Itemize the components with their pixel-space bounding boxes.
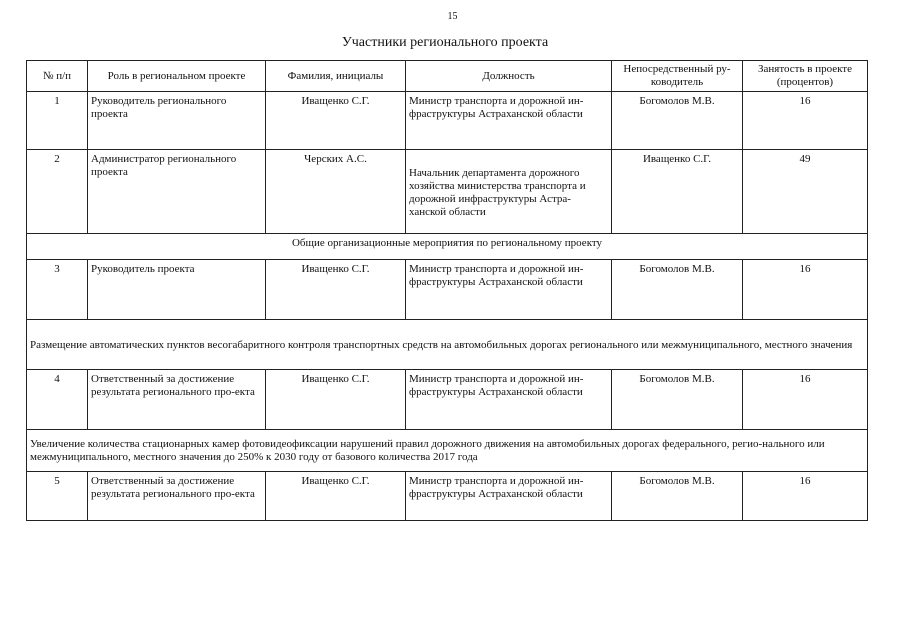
row-manager: Богомолов М.В. xyxy=(612,260,743,320)
row-manager: Иващенко С.Г. xyxy=(612,150,743,234)
participants-table xyxy=(26,60,868,521)
row-role: Администратор регионального проекта xyxy=(88,150,266,234)
row-name: Черских А.С. xyxy=(266,150,406,234)
row-position: Министр транспорта и дорожной ин-фраструктуры Астраханской области xyxy=(406,92,612,150)
document-title: Участники регионального проекта xyxy=(341,35,549,50)
row-position: Министр транспорта и дорожной ин-фраструктуры Астраханской области xyxy=(406,472,612,521)
row-role: Ответственный за достижение результата регионального про-екта xyxy=(88,370,266,430)
row-name: Иващенко С.Г. xyxy=(266,472,406,521)
row-number: 4 xyxy=(27,370,88,430)
table-row xyxy=(27,92,868,150)
table-row xyxy=(27,370,868,430)
header-name: Фамилия, инициалы xyxy=(266,61,406,92)
header-load: Занятость в проекте (процентов) xyxy=(743,61,868,92)
row-load: 16 xyxy=(743,260,868,320)
table-row xyxy=(27,260,868,320)
header-manager: Непосредственный ру-ководитель xyxy=(612,61,743,92)
row-role: Руководитель регионального проекта xyxy=(88,92,266,150)
row-number: 3 xyxy=(27,260,88,320)
row-manager: Богомолов М.В. xyxy=(612,92,743,150)
row-name: Иващенко С.Г. xyxy=(266,92,406,150)
header-role: Роль в региональном проекте xyxy=(88,61,266,92)
row-manager: Богомолов М.В. xyxy=(612,370,743,430)
row-position: Министр транспорта и дорожной ин-фраструктуры Астраханской области xyxy=(406,260,612,320)
row-manager: Богомолов М.В. xyxy=(612,472,743,521)
section-header-row xyxy=(27,320,868,370)
row-load: 49 xyxy=(743,150,868,234)
page-number: 15 xyxy=(447,11,458,22)
section-header-row xyxy=(27,234,868,260)
row-name: Иващенко С.Г. xyxy=(266,260,406,320)
section-title: Общие организационные мероприятия по региональному проекту xyxy=(27,234,868,260)
row-name: Иващенко С.Г. xyxy=(266,370,406,430)
row-number: 5 xyxy=(27,472,88,521)
header-number: № п/п xyxy=(27,61,88,92)
header-position: Должность xyxy=(406,61,612,92)
table-row xyxy=(27,472,868,521)
section-header-row xyxy=(27,430,868,472)
row-number: 1 xyxy=(27,92,88,150)
row-number: 2 xyxy=(27,150,88,234)
table-row xyxy=(27,150,868,234)
row-position: Начальник департамента дорожного хозяйства министерства транспорта и дорожной инфраструктуры Астра-ханской области xyxy=(406,150,612,234)
section-title: Увеличение количества стационарных камер фотовидеофиксации нарушений правил дорожного движения на автомобильных дорогах федерального, регио-нального или межмуниципального, местного значения до 250% к 2030 году от базового количества 2017 года xyxy=(27,430,868,472)
row-position: Министр транспорта и дорожной ин-фраструктуры Астраханской области xyxy=(406,370,612,430)
row-load: 16 xyxy=(743,370,868,430)
row-role: Ответственный за достижение результата регионального про-екта xyxy=(88,472,266,521)
row-load: 16 xyxy=(743,92,868,150)
table-header-row xyxy=(27,61,868,92)
row-load: 16 xyxy=(743,472,868,521)
section-title: Размещение автоматических пунктов весогабаритного контроля транспортных средств на автомобильных дорогах регионального или межмуниципального, местного значения xyxy=(27,320,868,370)
row-role: Руководитель проекта xyxy=(88,260,266,320)
